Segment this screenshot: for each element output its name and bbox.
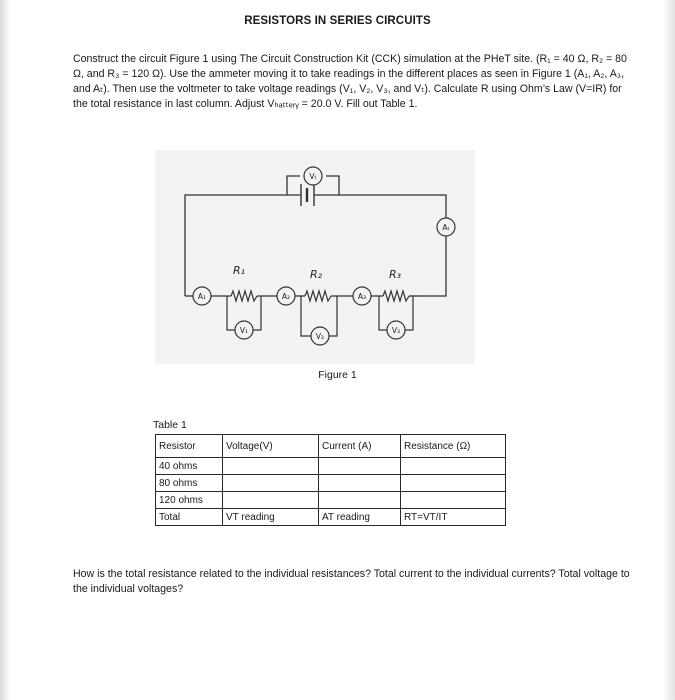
figure-caption: Figure 1 <box>318 369 357 381</box>
page-edge-shadow-left <box>0 0 10 700</box>
table-row <box>156 492 506 509</box>
resistor-r1-label: R₁ <box>232 264 246 277</box>
instructions-paragraph <box>73 52 633 112</box>
table-row <box>156 475 506 492</box>
table-cell[interactable] <box>401 458 506 475</box>
voltmeter-v3-label: V₃ <box>391 326 401 335</box>
table-cell[interactable]: RT=VT/IT <box>401 509 506 526</box>
table-row <box>156 458 506 475</box>
table-cell[interactable] <box>319 475 401 492</box>
table-cell: Total <box>156 509 223 526</box>
discussion-question: How is the total resistance related to the individual resistances? Total current to the individual currents? Total voltage to the individual voltages? <box>73 568 630 595</box>
voltmeter-v2-label: V₂ <box>315 332 325 341</box>
resistor-r2-label: R₂ <box>309 268 323 281</box>
header-resistance: Resistance (Ω) <box>401 435 506 458</box>
ammeter-a3-label: A₃ <box>357 292 367 301</box>
circuit-figure <box>155 150 475 364</box>
header-resistor: Resistor <box>156 435 223 458</box>
table-cell[interactable] <box>401 492 506 509</box>
resistor-r3-symbol <box>383 291 409 301</box>
resistor-r2-symbol <box>305 291 331 301</box>
table-cell[interactable] <box>319 492 401 509</box>
table-header-row <box>156 435 506 458</box>
circuit-diagram <box>155 150 475 364</box>
circuit-wire-top <box>185 195 301 296</box>
table-cell[interactable] <box>223 475 319 492</box>
ammeter-a2-label: A₂ <box>281 292 291 301</box>
results-table <box>155 434 506 526</box>
circuit-wire-right <box>419 236 446 296</box>
table-row <box>156 509 506 526</box>
resistor-r3-label: R₃ <box>388 268 402 281</box>
page-edge-shadow-right <box>663 0 675 700</box>
ammeter-at-label: Aₜ <box>442 223 450 232</box>
table-cell: 40 ohms <box>156 458 223 475</box>
resistor-r1-symbol <box>231 291 257 301</box>
table-cell: 80 ohms <box>156 475 223 492</box>
table-cell[interactable]: VT reading <box>223 509 319 526</box>
table-cell: 120 ohms <box>156 492 223 509</box>
voltmeter-vt-label: Vₜ <box>309 172 317 181</box>
header-current: Current (A) <box>319 435 401 458</box>
table-cell[interactable] <box>223 492 319 509</box>
voltmeter-v1-label: V₁ <box>239 326 249 335</box>
document-title: RESISTORS IN SERIES CIRCUITS <box>244 15 431 27</box>
table-cell[interactable] <box>401 475 506 492</box>
table-cell[interactable] <box>319 458 401 475</box>
table-cell[interactable]: AT reading <box>319 509 401 526</box>
ammeter-a1-label: A₁ <box>197 292 207 301</box>
header-voltage: Voltage(V) <box>223 435 319 458</box>
instructions-text: Construct the circuit Figure 1 using The Circuit Construction Kit (CCK) simulation at the PHeT site. (R₁ = 40 Ω, R₂ = 80 Ω, and R₃ = 120 Ω). Use the ammeter moving it to take readings in the different places as seen in Figure 1 (A₁, A₂, A₃, and Aₜ). Then use the voltmeter to take voltage readings (V₁, V₂, V₃, and Vₜ). Calculate R using Ohm’s Law (V=IR) for the total resistance in last column. Adjust Vₕₐₜₜₑᵣᵧ = 20.0 V. Fill out Table 1. <box>73 53 627 110</box>
table-cell[interactable] <box>223 458 319 475</box>
table-caption: Table 1 <box>153 419 187 431</box>
circuit-wire-top-right <box>314 195 446 218</box>
